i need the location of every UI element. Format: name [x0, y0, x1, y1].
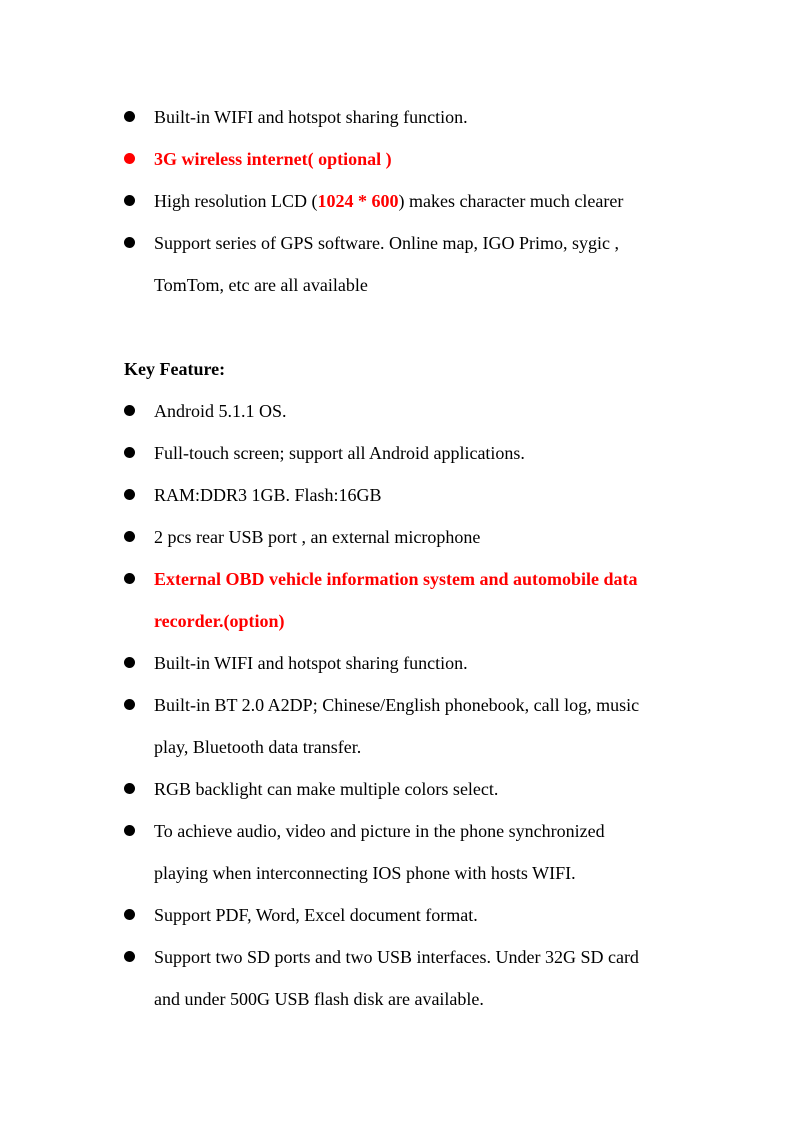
bullet-item — [124, 768, 760, 810]
bullet-text — [154, 390, 287, 432]
bullet-line — [154, 768, 498, 810]
bullet-item — [124, 96, 760, 138]
text-run: 1024 * 600 — [317, 191, 399, 211]
intro-feature-list — [124, 96, 760, 306]
bullet-text — [154, 474, 382, 516]
bullet-icon — [124, 909, 135, 920]
bullet-line — [154, 600, 638, 642]
bullet-line — [154, 684, 639, 726]
bullet-line — [154, 516, 480, 558]
bullet-line — [154, 432, 525, 474]
bullet-line — [154, 978, 639, 1020]
bullet-icon — [124, 195, 135, 206]
bullet-item — [124, 222, 760, 306]
bullet-item — [124, 684, 760, 768]
bullet-line — [154, 936, 639, 978]
bullet-icon — [124, 447, 135, 458]
bullet-item — [124, 894, 760, 936]
bullet-line — [154, 96, 468, 138]
section-heading-key-feature: Key Feature: — [124, 359, 226, 379]
bullet-text — [154, 558, 638, 642]
bullet-icon — [124, 951, 135, 962]
bullet-line — [154, 810, 605, 852]
bullet-text — [154, 894, 478, 936]
text-run: TomTom, etc are all available — [154, 275, 368, 295]
text-run: Android 5.1.1 OS. — [154, 401, 287, 421]
bullet-item — [124, 936, 760, 1020]
text-run: Built-in BT 2.0 A2DP; Chinese/English phonebook, call log, music — [154, 695, 640, 715]
text-run: Support PDF, Word, Excel document format. — [154, 905, 478, 925]
text-run: Full-touch screen; support all Android applications. — [154, 443, 525, 463]
bullet-text — [154, 180, 623, 222]
bullet-icon — [124, 531, 135, 542]
key-feature-list — [124, 390, 760, 1020]
bullet-text — [154, 684, 639, 768]
bullet-line — [154, 474, 382, 516]
bullet-line — [154, 642, 468, 684]
bullet-text — [154, 768, 498, 810]
text-run: Support series of GPS software. Online map, IGO Primo, sygic , — [154, 233, 619, 253]
bullet-text — [154, 96, 468, 138]
text-run: recorder.(option) — [154, 611, 285, 631]
text-run: To achieve audio, video and picture in the phone synchronized — [154, 821, 605, 841]
bullet-text — [154, 138, 392, 180]
bullet-icon — [124, 405, 135, 416]
bullet-icon — [124, 699, 135, 710]
bullet-item — [124, 180, 760, 222]
text-run: playing when interconnecting IOS phone with hosts WIFI. — [154, 863, 576, 883]
text-run: and under 500G USB flash disk are available. — [154, 989, 484, 1009]
text-run: Support two SD ports and two USB interfaces. Under 32G SD card — [154, 947, 639, 967]
bullet-item — [124, 810, 760, 894]
bullet-line — [154, 894, 478, 936]
bullet-text — [154, 936, 639, 1020]
bullet-text — [154, 222, 619, 306]
text-run: 2 pcs rear USB port , an external microphone — [154, 527, 481, 547]
bullet-line — [154, 180, 623, 222]
bullet-icon — [124, 153, 135, 164]
bullet-item — [124, 474, 760, 516]
text-run: Built-in WIFI and hotspot sharing function. — [154, 107, 468, 127]
bullet-text — [154, 642, 468, 684]
bullet-line — [154, 726, 639, 768]
bullet-line — [154, 138, 392, 180]
text-run: RAM:DDR3 1GB. Flash:16GB — [154, 485, 382, 505]
bullet-line — [154, 264, 619, 306]
text-run: play, Bluetooth data transfer. — [154, 737, 362, 757]
bullet-line — [154, 852, 605, 894]
bullet-line — [154, 558, 638, 600]
bullet-item — [124, 432, 760, 474]
bullet-icon — [124, 783, 135, 794]
bullet-line — [154, 222, 619, 264]
text-run: ) makes character much clearer — [398, 191, 624, 211]
text-run: 3G wireless internet( optional ) — [154, 149, 392, 169]
bullet-icon — [124, 111, 135, 122]
bullet-text — [154, 516, 480, 558]
text-run: RGB backlight can make multiple colors select. — [154, 779, 499, 799]
text-run: External OBD vehicle information system and automobile data — [154, 569, 638, 589]
bullet-icon — [124, 657, 135, 668]
bullet-item — [124, 558, 760, 642]
bullet-icon — [124, 489, 135, 500]
bullet-item — [124, 138, 760, 180]
text-run: High resolution LCD ( — [154, 191, 318, 211]
bullet-text — [154, 432, 525, 474]
bullet-icon — [124, 825, 135, 836]
bullet-item — [124, 642, 760, 684]
text-run: Built-in WIFI and hotspot sharing function. — [154, 653, 468, 673]
bullet-icon — [124, 237, 135, 248]
bullet-text — [154, 810, 605, 894]
bullet-item — [124, 516, 760, 558]
bullet-item — [124, 390, 760, 432]
bullet-icon — [124, 573, 135, 584]
bullet-line — [154, 390, 287, 432]
